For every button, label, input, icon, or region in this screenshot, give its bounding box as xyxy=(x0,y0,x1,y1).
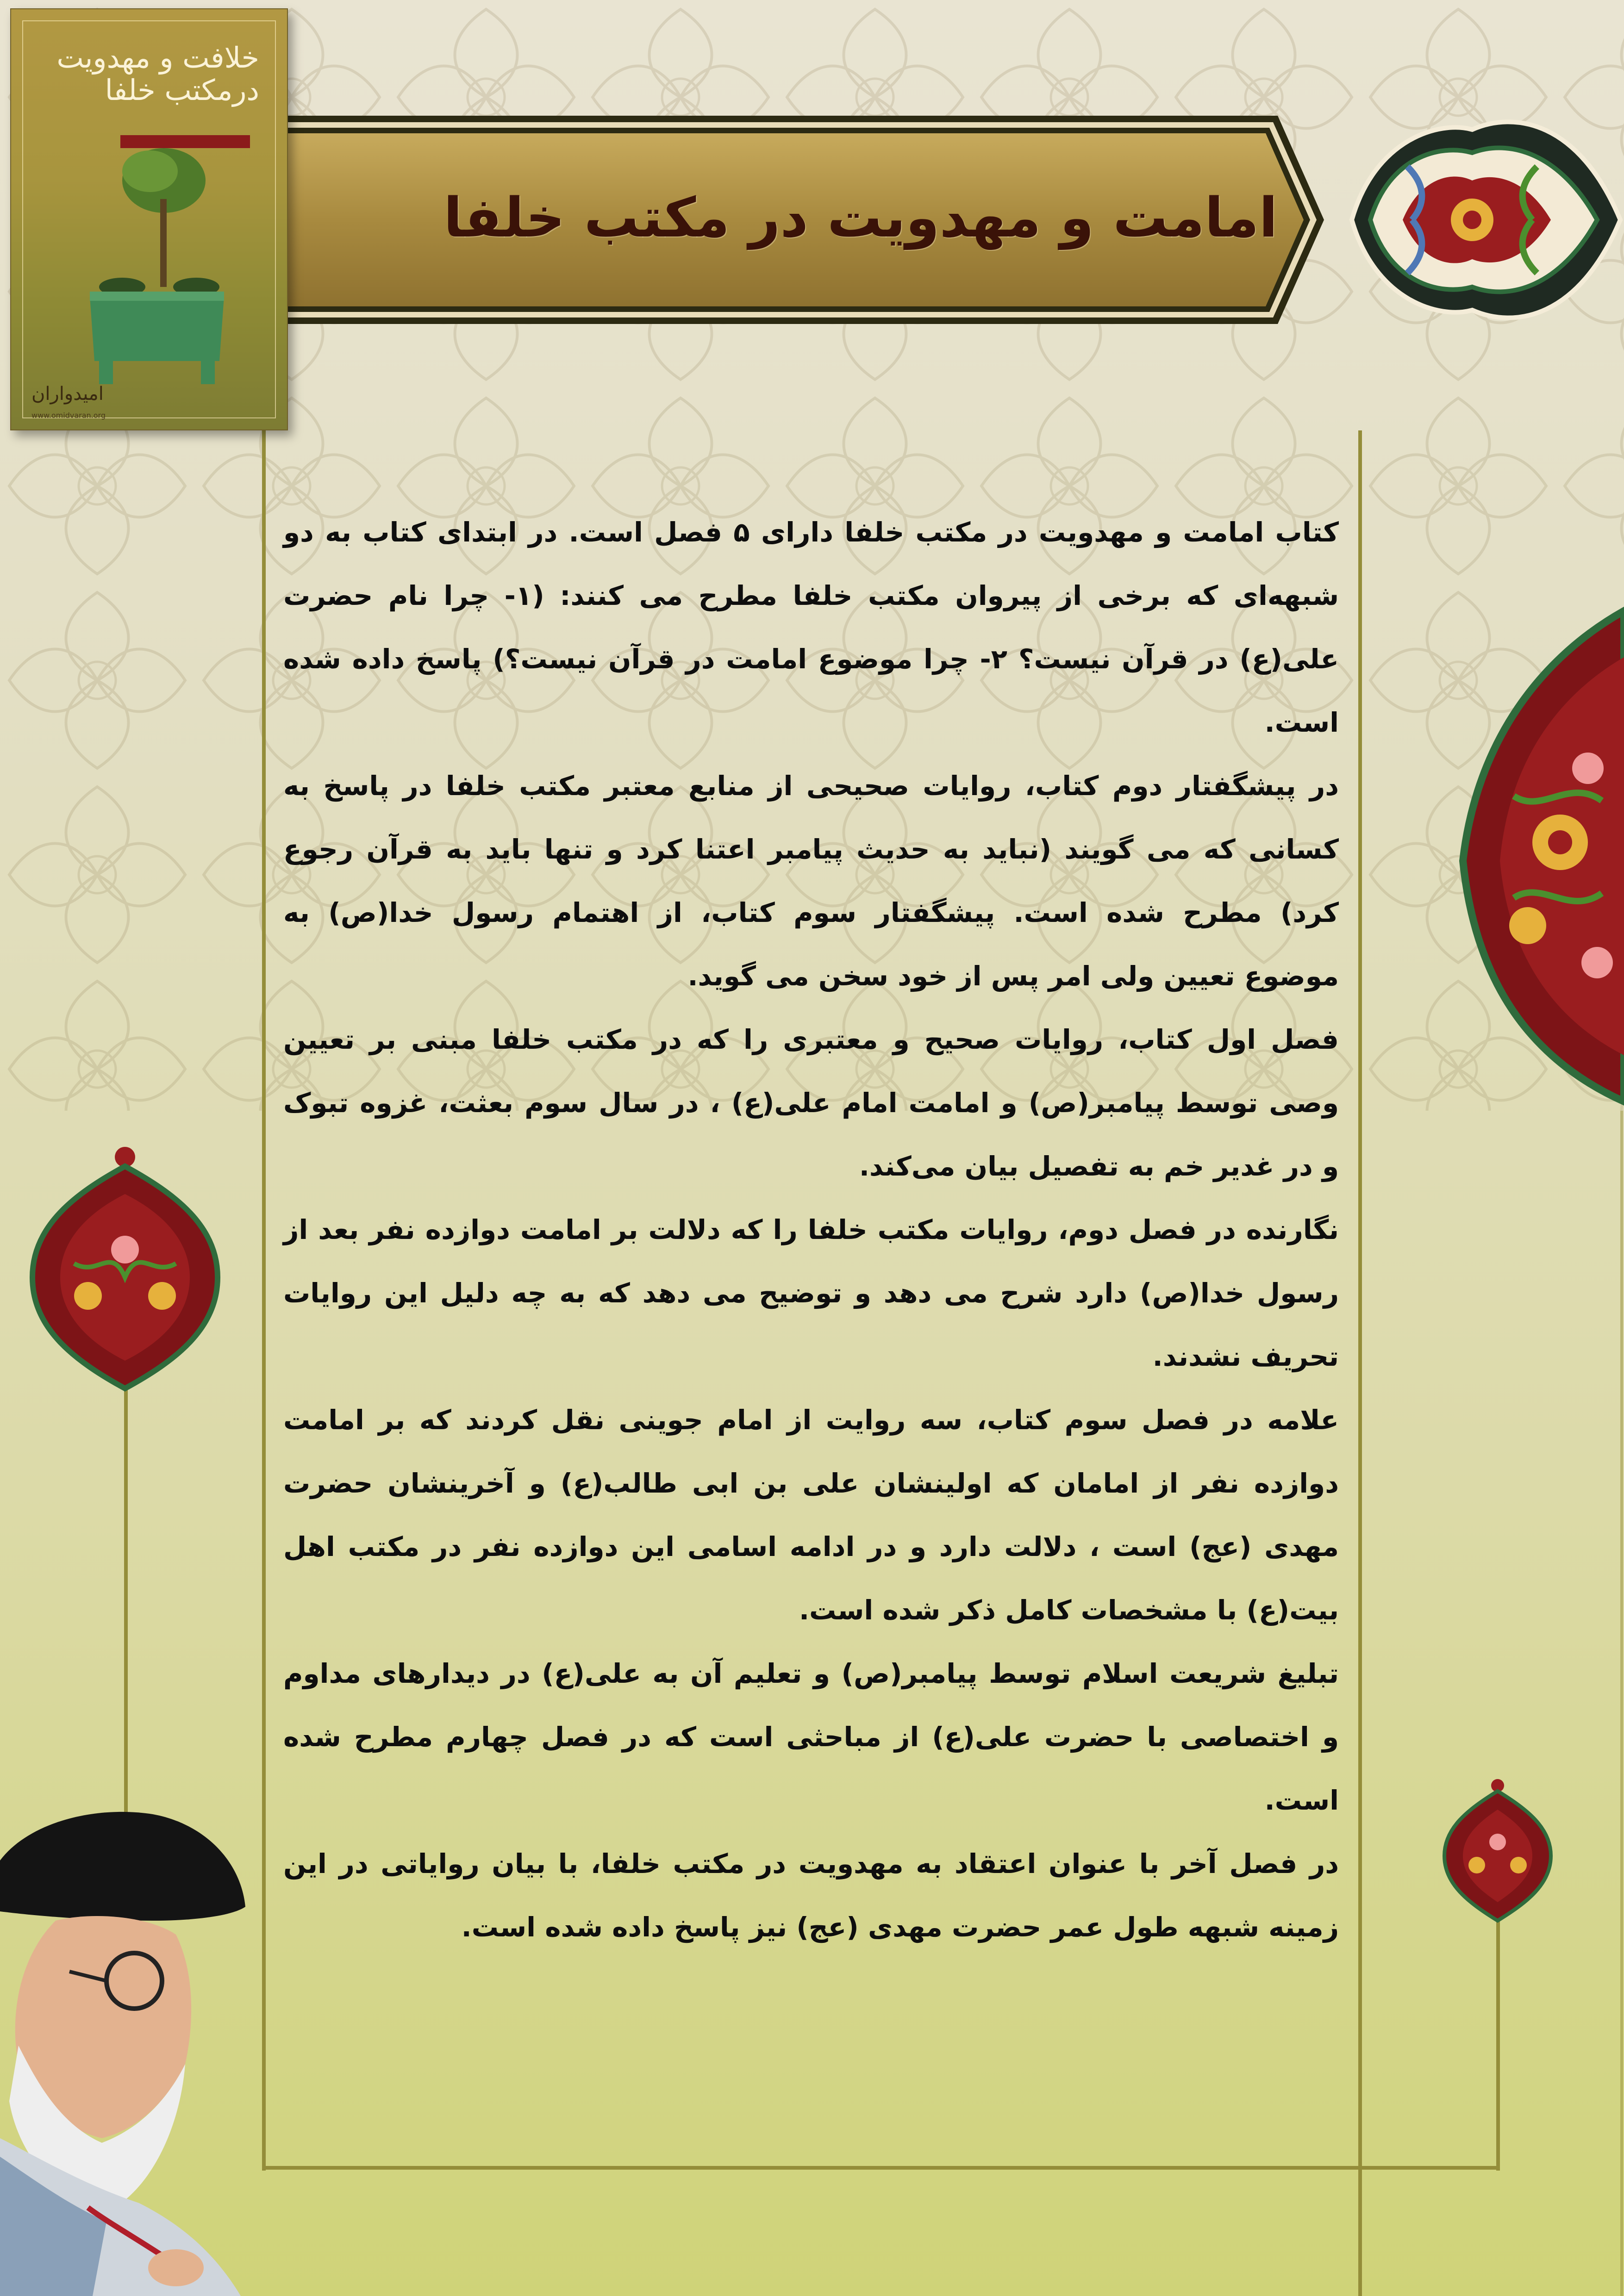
paragraph-2: در پیشگفتار دوم کتاب، روایات صحیحی از منابع معتبر مکتب خلفا در پاسخ به کسانی که می گویند (نباید به حدیث پیامبر اعتنا کرد و تنها باید به قرآن رجوع کرد) مطرح شده است. پیشگفتار سوم کتاب، از اهتمام رسول خدا(ص) به موضوع تعیین ولی امر پس از خود سخن می گوید. xyxy=(283,770,1339,992)
frame-bottom-line xyxy=(262,2166,1500,2170)
book-cover-title xyxy=(37,42,259,106)
paragraph-7: در فصل آخر با عنوان اعتقاد به مهدویت در مکتب خلفا، با بیان روایاتی در این زمینه شبهه طول عمر حضرت مهدی (عج) نیز پاسخ داده شده است. xyxy=(283,1848,1339,1943)
tree-planter-icon xyxy=(81,143,233,393)
paragraph-3: فصل اول کتاب، روایات صحیح و معتبری را که در مکتب خلفا مبنی بر تعیین وصی توسط پیامبر(ص) و امامت امام علی(ع) ، در سال سوم بعثت، غزوه تبوک و در غدیر خم به تفصیل بیان می‌کند. xyxy=(283,1024,1339,1182)
paragraph-4: نگارنده در فصل دوم، روایات مکتب خلفا را که دلالت بر امامت دوازده نفر بعد از رسول خدا(ص) دارد شرح می دهد و توضیح می دهد که به چه دلیل این روایات تحریف نشدند. xyxy=(283,1214,1339,1372)
small-floral-ornament-icon xyxy=(1440,1777,1555,1925)
frame-left-line xyxy=(262,430,266,2171)
frame-right-line xyxy=(1358,430,1362,2296)
header-ornament-icon xyxy=(1319,111,1624,329)
paragraph-5: علامه در فصل سوم کتاب، سه روایت از امام جوینی نقل کردند که بر امامت دوازده نفر از امامان که اولینشان علی بن ابی طالب(ع) و آخرینشان حضرت مهدی (عج) است ، دلالت دارد و در ادامه اسامی این دوازده نفر در مکتب اهل بیت(ع) با مشخصات کامل ذکر شده است. xyxy=(283,1404,1339,1626)
right-floral-ornament-icon xyxy=(1449,602,1624,1111)
book-cover-title-line-1: خلافت و مهدویت xyxy=(56,41,259,75)
page-title: امامت و مهدویت در مکتب خلفا xyxy=(443,186,1278,249)
paragraph-1: کتاب امامت و مهدویت در مکتب خلفا دارای ۵ فصل است. در ابتدای کتاب به دو شبهه‌ای که برخی از پیروان مکتب خلفا مطرح می کنند: (۱- چرا نام حضرت علی(ع) در قرآن نیست؟ ۲- چرا موضوع امامت در قرآن نیست؟) پاسخ داده شده است. xyxy=(283,516,1339,738)
book-cover-image xyxy=(10,8,288,430)
paragraph-6: تبلیغ شریعت اسلام توسط پیامبر(ص) و تعلیم آن به علی(ع) در دیدارهای مداوم و اختصاصی با حضرت علی(ع) از مباحثی است که در فصل چهارم مطرح شده است. xyxy=(283,1658,1339,1816)
book-cover-website: www.omidvaran.org xyxy=(31,411,106,420)
book-cover-publisher: امیدواران xyxy=(31,383,104,404)
author-portrait-image xyxy=(0,1805,259,2296)
book-cover-title-line-2: درمکتب خلفا xyxy=(105,73,259,107)
left-floral-ornament-icon xyxy=(28,1143,222,1393)
frame-far-right-line xyxy=(1496,1921,1500,2171)
article-body xyxy=(283,501,1339,1959)
frame-right-accent xyxy=(1620,1111,1623,2296)
